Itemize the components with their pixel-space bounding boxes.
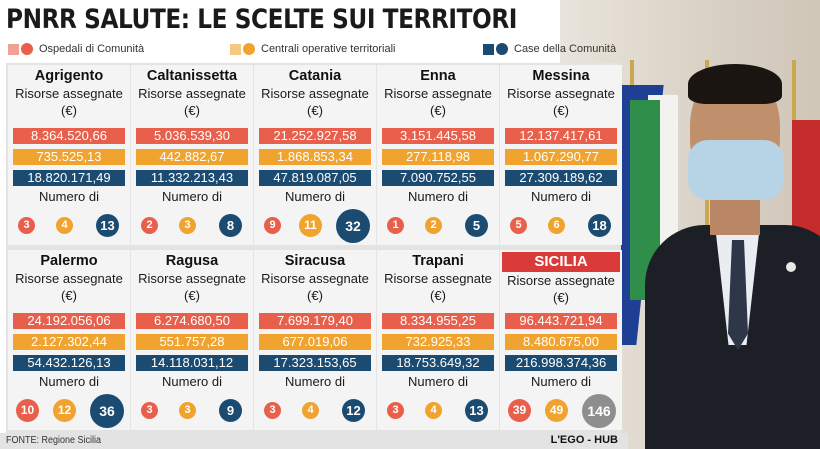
legend-label: Ospedali di Comunità [39, 43, 145, 55]
province-name: Trapani [412, 253, 464, 269]
ospedali-amount: 24.192.056,06 [13, 313, 125, 329]
ospedali-count: 3 [387, 402, 404, 419]
source-note: FONTE: Regione Sicilia [6, 435, 102, 446]
centrali-count: 6 [548, 217, 565, 234]
legend-item-case [483, 43, 616, 55]
case-count: 9 [219, 399, 242, 422]
numero-label: Numero di [531, 374, 591, 389]
risorse-label: Risorse assegnate [261, 271, 369, 286]
centrali-amount: 735.525,13 [13, 149, 125, 165]
risorse-label: Risorse assegnate [15, 271, 123, 286]
person-hair [688, 64, 782, 104]
case-count: 12 [342, 399, 365, 422]
case-amount: 14.118.031,12 [136, 355, 248, 371]
province-card-trapani [377, 250, 499, 430]
centrali-count: 49 [545, 399, 568, 422]
legend-square-icon [8, 44, 19, 55]
ospedali-count: 3 [141, 402, 158, 419]
numero-label: Numero di [39, 374, 99, 389]
centrali-count: 11 [299, 214, 322, 237]
case-amount: 18.753.649,32 [382, 355, 494, 371]
ospedali-amount: 96.443.721,94 [505, 313, 617, 329]
province-card-sicilia [500, 250, 622, 430]
ospedali-amount: 3.151.445,58 [382, 128, 494, 144]
case-amount: 216.998.374,36 [505, 355, 617, 371]
ospedali-amount: 5.036.539,30 [136, 128, 248, 144]
legend-dot-icon [243, 43, 255, 55]
legend-item-centrali [230, 43, 396, 55]
lapel-pin [786, 262, 796, 272]
ospedali-count: 9 [264, 217, 281, 234]
province-card-caltanissetta [131, 65, 253, 245]
page-title: PNRR SALUTE: LE SCELTE SUI TERRITORI [6, 4, 518, 35]
region-name: SICILIA [502, 252, 620, 272]
centrali-count: 4 [302, 402, 319, 419]
euro-label: (€) [61, 288, 77, 303]
numero-label: Numero di [162, 189, 222, 204]
centrali-amount: 2.127.302,44 [13, 334, 125, 350]
province-card-ragusa [131, 250, 253, 430]
legend-label: Centrali operative territoriali [261, 43, 396, 55]
centrali-count: 4 [425, 402, 442, 419]
legend-item-ospedali [8, 43, 144, 55]
case-count: 146 [582, 394, 616, 428]
numero-label: Numero di [408, 374, 468, 389]
centrali-amount: 677.019,06 [259, 334, 371, 350]
province-grid [6, 63, 621, 433]
numero-label: Numero di [285, 374, 345, 389]
case-count: 36 [90, 394, 124, 428]
province-name: Catania [288, 68, 342, 84]
province-card-siracusa [254, 250, 376, 430]
ospedali-amount: 6.274.680,50 [136, 313, 248, 329]
case-amount: 27.309.189,62 [505, 170, 617, 186]
case-count: 5 [465, 214, 488, 237]
province-card-agrigento [8, 65, 130, 245]
province-card-messina [500, 65, 622, 245]
risorse-label: Risorse assegnate [138, 86, 246, 101]
centrali-amount: 1.067.290,77 [505, 149, 617, 165]
centrali-amount: 277.118,98 [382, 149, 494, 165]
risorse-label: Risorse assegnate [507, 273, 615, 288]
province-name: Ragusa [165, 253, 219, 269]
centrali-count: 12 [53, 399, 76, 422]
numero-label: Numero di [285, 189, 345, 204]
ospedali-count: 39 [508, 399, 531, 422]
province-card-enna [377, 65, 499, 245]
case-amount: 47.819.087,05 [259, 170, 371, 186]
face-mask [688, 140, 784, 200]
centrali-count: 4 [56, 217, 73, 234]
case-amount: 18.820.171,49 [13, 170, 125, 186]
ospedali-count: 2 [141, 217, 158, 234]
centrali-count: 3 [179, 217, 196, 234]
ospedali-amount: 8.364.520,66 [13, 128, 125, 144]
centrali-amount: 732.925,33 [382, 334, 494, 350]
centrali-count: 3 [179, 402, 196, 419]
ospedali-count: 10 [16, 399, 39, 422]
ospedali-amount: 21.252.927,58 [259, 128, 371, 144]
centrali-amount: 1.868.853,34 [259, 149, 371, 165]
risorse-label: Risorse assegnate [507, 86, 615, 101]
case-amount: 17.323.153,65 [259, 355, 371, 371]
euro-label: (€) [307, 103, 323, 118]
centrali-count: 2 [425, 217, 442, 234]
euro-label: (€) [430, 288, 446, 303]
legend [8, 43, 628, 59]
province-name: Palermo [40, 253, 98, 269]
province-name: Caltanissetta [146, 68, 238, 84]
province-card-palermo [8, 250, 130, 430]
case-count: 13 [465, 399, 488, 422]
euro-label: (€) [184, 288, 200, 303]
risorse-label: Risorse assegnate [384, 271, 492, 286]
footer [0, 433, 628, 449]
province-name: Enna [420, 68, 456, 84]
euro-label: (€) [307, 288, 323, 303]
centrali-amount: 8.480.675,00 [505, 334, 617, 350]
case-count: 13 [96, 214, 119, 237]
case-count: 8 [219, 214, 242, 237]
case-amount: 11.332.213,43 [136, 170, 248, 186]
province-name: Messina [532, 68, 590, 84]
numero-label: Numero di [408, 189, 468, 204]
ospedali-amount: 7.699.179,40 [259, 313, 371, 329]
case-amount: 7.090.752,55 [382, 170, 494, 186]
risorse-label: Risorse assegnate [261, 86, 369, 101]
ospedali-amount: 8.334.955,25 [382, 313, 494, 329]
province-name: Siracusa [284, 253, 346, 269]
euro-label: (€) [430, 103, 446, 118]
legend-dot-icon [21, 43, 33, 55]
centrali-amount: 551.757,28 [136, 334, 248, 350]
euro-label: (€) [553, 103, 569, 118]
province-name: Agrigento [34, 68, 104, 84]
brand-logo: L'EGO - HUB [550, 434, 618, 446]
centrali-amount: 442.882,67 [136, 149, 248, 165]
legend-square-icon [230, 44, 241, 55]
euro-label: (€) [553, 290, 569, 305]
numero-label: Numero di [162, 374, 222, 389]
legend-label: Case della Comunità [514, 43, 617, 55]
case-count: 18 [588, 214, 611, 237]
euro-label: (€) [61, 103, 77, 118]
case-amount: 54.432.126,13 [13, 355, 125, 371]
ospedali-count: 5 [510, 217, 527, 234]
euro-label: (€) [184, 103, 200, 118]
legend-square-icon [483, 44, 494, 55]
ospedali-count: 3 [264, 402, 281, 419]
ospedali-count: 1 [387, 217, 404, 234]
ospedali-count: 3 [18, 217, 35, 234]
case-count: 32 [336, 209, 370, 243]
numero-label: Numero di [39, 189, 99, 204]
ospedali-amount: 12.137.417,61 [505, 128, 617, 144]
legend-dot-icon [496, 43, 508, 55]
risorse-label: Risorse assegnate [384, 86, 492, 101]
numero-label: Numero di [531, 189, 591, 204]
risorse-label: Risorse assegnate [15, 86, 123, 101]
risorse-label: Risorse assegnate [138, 271, 246, 286]
province-card-catania [254, 65, 376, 245]
